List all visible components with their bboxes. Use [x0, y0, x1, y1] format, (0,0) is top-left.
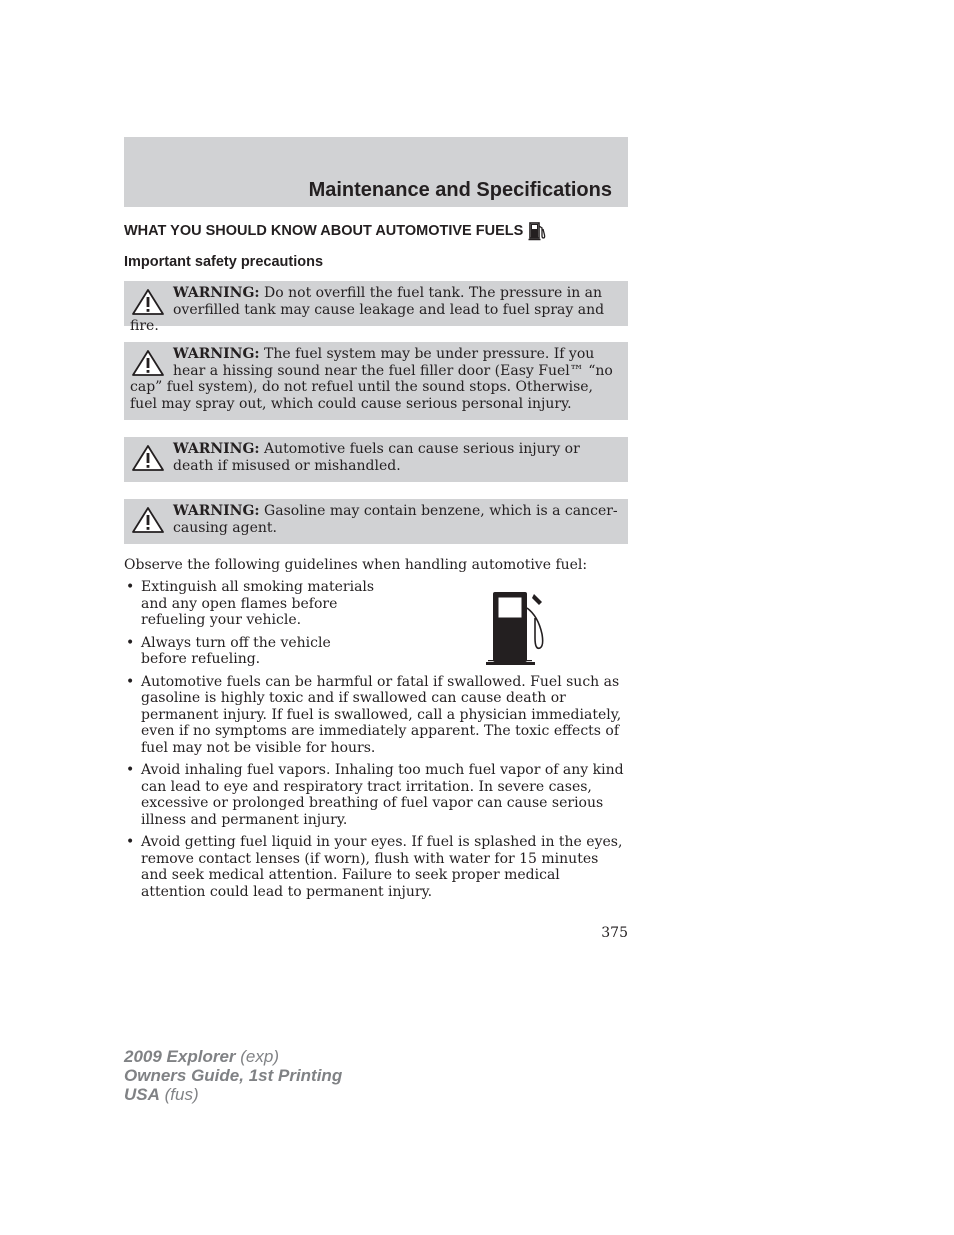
warning-label: WARNING:	[173, 346, 260, 362]
guidelines-list	[124, 579, 628, 906]
warning-box-pressure	[124, 342, 628, 420]
warning-box-injury	[124, 437, 628, 482]
warning-triangle-icon	[130, 505, 166, 535]
fuel-pump-icon	[528, 221, 546, 241]
warning-label: WARNING:	[173, 285, 260, 301]
subsection-heading: Important safety precautions	[124, 254, 324, 270]
footer-market-code: (fus)	[164, 1085, 199, 1104]
list-item: • Automotive fuels can be harmful or fatal if swallowed. Fuel such as gasoline is highly toxic and if swallowed can cause death or permanent injury. If fuel is swallowed, call a physician immediately, even if no symptoms are immediately apparent. The toxic effects of fuel may not be visible for hours.	[124, 674, 628, 757]
list-item: • Avoid inhaling fuel vapors. Inhaling too much fuel vapor of any kind can lead to eye and respiratory tract irritation. In severe cases, excessive or prolonged breathing of fuel vapor can cause serious illness and permanent injury.	[124, 762, 628, 828]
warning-label: WARNING:	[173, 503, 260, 519]
page-title: Maintenance and Specifications	[308, 179, 612, 201]
page-number: 375	[601, 925, 628, 941]
section-heading	[124, 221, 546, 241]
section-header-band	[124, 137, 628, 207]
footer-model-code: (exp)	[240, 1047, 279, 1066]
warning-box-benzene	[124, 499, 628, 544]
warning-label: WARNING:	[173, 441, 260, 457]
warning-triangle-icon	[130, 443, 166, 473]
list-item: • Extinguish all smoking materials and any open flames before refueling your vehicle.	[124, 579, 381, 629]
footer-printing: Owners Guide, 1st Printing	[124, 1066, 343, 1085]
warning-triangle-icon	[130, 348, 166, 378]
warning-box-overfill	[124, 281, 628, 334]
warning-text: The fuel system may be under pressure. If you hear a hissing sound near the fuel filler door (Easy Fuel™ “no cap” fuel system), do not refuel until the sound stops. Otherwise, fuel may spray out, which could cause serious personal injury.	[130, 346, 613, 412]
section-heading-text: WHAT YOU SHOULD KNOW ABOUT AUTOMOTIVE FUELS	[124, 223, 524, 239]
warning-triangle-icon	[130, 287, 166, 317]
warning-text: Gasoline may contain benzene, which is a cancer-causing agent.	[173, 503, 618, 536]
footer-market: USA	[124, 1085, 160, 1104]
warning-text: Do not overfill the fuel tank. The pressure in an overfilled tank may cause leakage and lead to fuel spray and fire.	[130, 285, 605, 334]
warning-text: Automotive fuels can cause serious injury or death if misused or mishandled.	[173, 441, 580, 474]
fuel-pump-illustration-icon	[486, 588, 550, 668]
list-item: • Avoid getting fuel liquid in your eyes. If fuel is splashed in the eyes, remove contact lenses (if worn), flush with water for 15 minutes and seek medical attention. Failure to seek proper medical attention could lead to permanent injury.	[124, 834, 628, 900]
list-item: • Always turn off the vehicle before refueling.	[124, 635, 381, 668]
intro-paragraph: Observe the following guidelines when handling automotive fuel:	[124, 557, 588, 573]
document-footer	[124, 1047, 342, 1104]
footer-model: 2009 Explorer	[124, 1047, 236, 1066]
